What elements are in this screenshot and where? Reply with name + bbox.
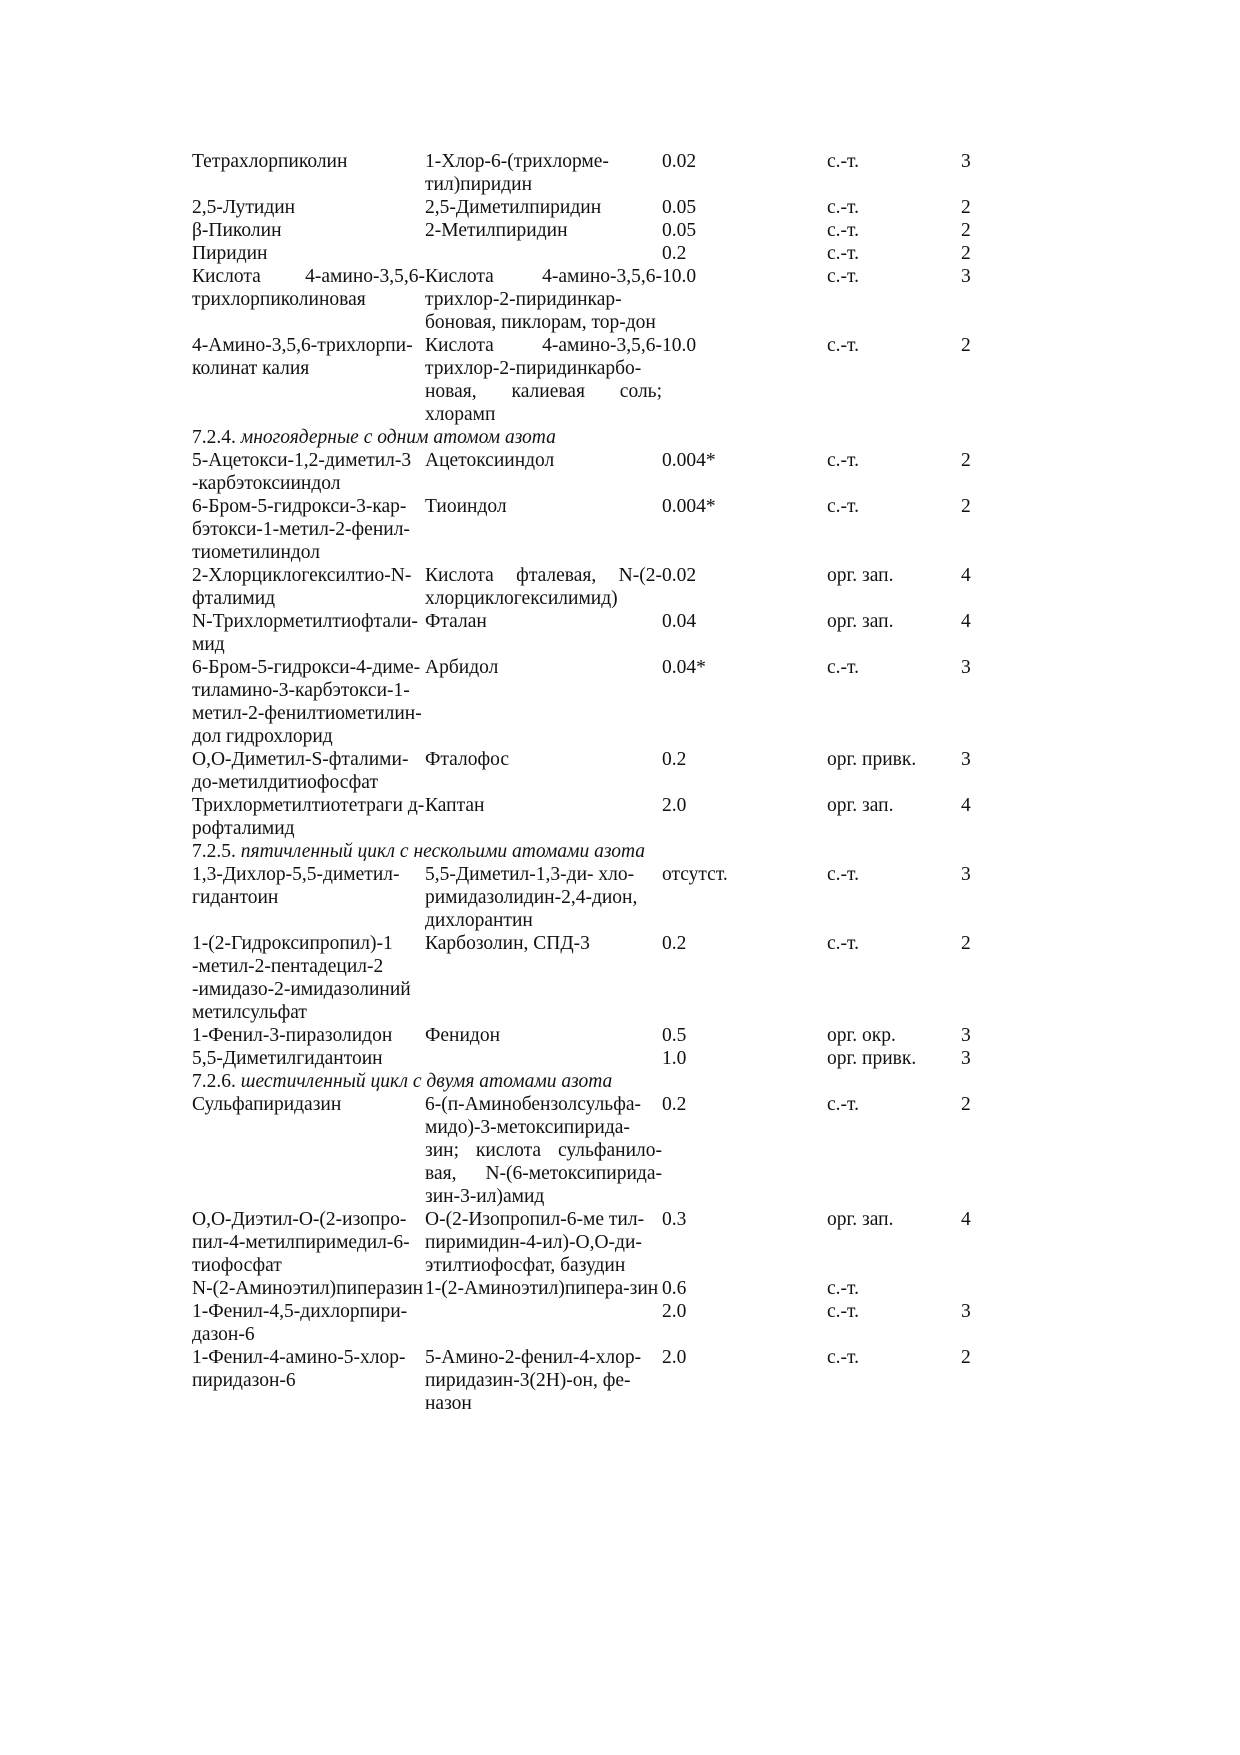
substance-name-cell: 1,3-Дихлор-5,5-диметил-гидантоин bbox=[192, 864, 400, 908]
synonym-cell bbox=[425, 242, 662, 265]
table-row bbox=[192, 863, 982, 932]
hazard-class-cell: 2 bbox=[961, 496, 971, 517]
limit-value-cell: 0.04 bbox=[662, 611, 697, 632]
hazard-class-cell: 4 bbox=[961, 1209, 971, 1230]
synonym-cell bbox=[425, 1300, 662, 1346]
hazard-sign-cell: с.-т. bbox=[827, 496, 859, 517]
limit-value-cell: 0.2 bbox=[662, 1094, 687, 1115]
limit-value-cell: 0.5 bbox=[662, 1025, 687, 1046]
hazard-sign-cell: орг. зап. bbox=[827, 1209, 894, 1230]
table-row bbox=[192, 265, 982, 334]
limit-value-cell: 0.6 bbox=[662, 1278, 687, 1299]
synonym-cell: Карбозолин, СПД-3 bbox=[425, 933, 590, 954]
section-heading-row bbox=[192, 1070, 982, 1093]
hazard-sign-cell: орг. зап. bbox=[827, 611, 894, 632]
hazard-class-cell: 2 bbox=[961, 1094, 971, 1115]
hazard-class-cell: 3 bbox=[961, 1025, 971, 1046]
hazard-class-cell: 2 bbox=[961, 243, 971, 264]
hazard-class-cell: 2 bbox=[961, 450, 971, 471]
synonym-cell: Фталан bbox=[425, 611, 487, 632]
table-row bbox=[192, 196, 982, 219]
hazard-sign-cell: с.-т. bbox=[827, 197, 859, 218]
table-row bbox=[192, 150, 982, 196]
limit-value-cell: 0.02 bbox=[662, 565, 697, 586]
limit-value-cell: 0.004* bbox=[662, 496, 716, 517]
substance-name-cell: 6-Бром-5-гидрокси-4-диме-тиламино-3-карбэтокси-1-метил-2-фенилтиометилин-дол гидрохлорид bbox=[192, 657, 422, 747]
hazard-sign-cell: с.-т. bbox=[827, 243, 859, 264]
synonym-cell: 2,5-Диметилпиридин bbox=[425, 197, 602, 218]
hazard-class-cell: 4 bbox=[961, 611, 971, 632]
hazard-sign-cell: с.-т. bbox=[827, 1301, 859, 1322]
section-heading bbox=[192, 840, 982, 863]
hazard-class-cell: 3 bbox=[961, 266, 971, 287]
limit-value-cell: 0.04* bbox=[662, 657, 706, 678]
hazard-sign-cell: с.-т. bbox=[827, 335, 859, 356]
hazard-sign-cell: орг. привк. bbox=[827, 1048, 917, 1069]
hazard-sign-cell: с.-т. bbox=[827, 1347, 859, 1368]
hazard-sign-cell: с.-т. bbox=[827, 1094, 859, 1115]
table-row bbox=[192, 334, 982, 426]
table-row bbox=[192, 1024, 982, 1047]
limit-value-cell: 0.3 bbox=[662, 1209, 687, 1230]
section-heading-row bbox=[192, 426, 982, 449]
limit-value-cell: 10.0 bbox=[662, 266, 697, 287]
synonym-cell: 1-Хлор-6-(трихлорме-тил)пиридин bbox=[425, 151, 609, 195]
substance-name-cell: Пиридин bbox=[192, 243, 268, 264]
section-heading bbox=[192, 1070, 982, 1093]
substance-name-cell: 2-Хлорциклогексилтио-N-фталимид bbox=[192, 565, 412, 609]
hazard-sign-cell: орг. зап. bbox=[827, 565, 894, 586]
section-number: 7.2.5. bbox=[192, 841, 236, 862]
hazard-class-cell: 4 bbox=[961, 795, 971, 816]
table-row bbox=[192, 495, 982, 564]
hazard-class-cell: 2 bbox=[961, 1347, 971, 1368]
substance-name-cell: Тетрахлорпиколин bbox=[192, 151, 348, 172]
substance-name-cell: 5-Ацетокси-1,2-диметил-3 -карбэтоксииндол bbox=[192, 450, 412, 494]
section-heading bbox=[192, 426, 982, 449]
substance-name-cell: 6-Бром-5-гидрокси-3-кар-бэтокси-1-метил-2-фенил-тиометилиндол bbox=[192, 496, 410, 563]
hazard-class-cell: 3 bbox=[961, 749, 971, 770]
hazard-sign-cell: с.-т. bbox=[827, 266, 859, 287]
substance-name-cell: β-Пиколин bbox=[192, 220, 282, 241]
hazard-class-cell: 3 bbox=[961, 1301, 971, 1322]
substance-name-cell: Трихлорметилтиотетраги д-рофталимид bbox=[192, 795, 425, 839]
hazard-class-cell: 2 bbox=[961, 335, 971, 356]
synonym-cell: 6-(п-Аминобензолсульфа-мидо)-3-метоксипирида-зин; кислота сульфанило-вая, N-(6-метоксипирида-зин-3-ил)амид bbox=[425, 1094, 662, 1207]
table-row bbox=[192, 748, 982, 794]
limit-value-cell: 0.2 bbox=[662, 933, 687, 954]
synonym-cell: Фенидон bbox=[425, 1025, 501, 1046]
synonym-cell: 1-(2-Аминоэтил)пипера-зин bbox=[425, 1278, 659, 1299]
substance-name-cell: 4-Амино-3,5,6-трихлорпи-колинат калия bbox=[192, 335, 413, 379]
substance-name-cell: Сульфапиридазин bbox=[192, 1094, 342, 1115]
substance-name-cell: О,О-Диэтил-О-(2-изопро-пил-4-метилпиримедил-6-тиофосфат bbox=[192, 1209, 410, 1276]
substance-name-cell: 1-Фенил-3-пиразолидон bbox=[192, 1025, 393, 1046]
synonym-cell: Кислота 4-амино-3,5,6-трихлор-2-пиридинкар-боновая, пиклорам, тор-дон bbox=[425, 266, 662, 333]
table-row bbox=[192, 1277, 982, 1300]
synonym-cell: Кислота 4-амино-3,5,6-трихлор-2-пиридинкарбо-новая, калиевая соль; хлорамп bbox=[425, 335, 662, 425]
synonym-cell: 2-Метилпиридин bbox=[425, 220, 568, 241]
synonym-cell: Арбидол bbox=[425, 657, 499, 678]
limit-value-cell: 10.0 bbox=[662, 335, 697, 356]
hazard-sign-cell: с.-т. bbox=[827, 220, 859, 241]
hazard-class-cell: 2 bbox=[961, 933, 971, 954]
limit-value-cell: 0.004* bbox=[662, 450, 716, 471]
table-row bbox=[192, 1208, 982, 1277]
synonym-cell: Кислота фталевая, N-(2-хлорциклогексилимид) bbox=[425, 565, 662, 609]
substance-name-cell: 5,5-Диметилгидантоин bbox=[192, 1048, 383, 1069]
substance-name-cell: О,О-Диметил-S-фталими-до-метилдитиофосфат bbox=[192, 749, 409, 793]
table-row bbox=[192, 242, 982, 265]
limit-value-cell: 1.0 bbox=[662, 1048, 687, 1069]
document-page bbox=[192, 150, 982, 1415]
table-row bbox=[192, 610, 982, 656]
hazard-sign-cell: с.-т. bbox=[827, 1278, 859, 1299]
synonym-cell: О-(2-Изопропил-6-ме тил-пиримидин-4-ил)-О,О-ди-этилтиофосфат, базудин bbox=[425, 1209, 645, 1276]
substance-name-cell: Кислота 4-амино-3,5,6-трихлорпиколиновая bbox=[192, 266, 425, 310]
synonym-cell: Каптан bbox=[425, 795, 485, 816]
hazard-class-cell: 2 bbox=[961, 197, 971, 218]
hazard-sign-cell: с.-т. bbox=[827, 151, 859, 172]
section-number: 7.2.6. bbox=[192, 1071, 236, 1092]
limit-value-cell: отсутст. bbox=[662, 864, 728, 885]
table-row bbox=[192, 1047, 982, 1070]
hazard-sign-cell: с.-т. bbox=[827, 450, 859, 471]
limit-value-cell: 0.05 bbox=[662, 220, 697, 241]
hazard-sign-cell: орг. окр. bbox=[827, 1025, 896, 1046]
hazard-class-cell bbox=[961, 1277, 982, 1300]
table-row bbox=[192, 219, 982, 242]
hazard-class-cell: 3 bbox=[961, 864, 971, 885]
substance-table-body bbox=[192, 150, 982, 1415]
table-row bbox=[192, 1300, 982, 1346]
section-number: 7.2.4. bbox=[192, 427, 236, 448]
hazard-class-cell: 3 bbox=[961, 657, 971, 678]
table-row bbox=[192, 449, 982, 495]
substance-name-cell: N-Трихлорметилтиофтали-мид bbox=[192, 611, 418, 655]
substance-name-cell: N-(2-Аминоэтил)пиперазин bbox=[192, 1278, 424, 1299]
synonym-cell: Тиоиндол bbox=[425, 496, 507, 517]
hazard-sign-cell: с.-т. bbox=[827, 933, 859, 954]
synonym-cell: Ацетоксииндол bbox=[425, 450, 555, 471]
limit-value-cell: 2.0 bbox=[662, 1301, 687, 1322]
table-row bbox=[192, 656, 982, 748]
limit-value-cell: 0.02 bbox=[662, 151, 697, 172]
section-heading-row bbox=[192, 840, 982, 863]
substance-name-cell: 1-Фенил-4,5-дихлорпири-дазон-6 bbox=[192, 1301, 408, 1345]
synonym-cell bbox=[425, 1047, 662, 1070]
hazard-sign-cell: орг. зап. bbox=[827, 795, 894, 816]
hazard-class-cell: 3 bbox=[961, 1048, 971, 1069]
substance-table bbox=[192, 150, 982, 1415]
synonym-cell: 5-Амино-2-фенил-4-хлор-пиридазин-3(2Н)-он, фе-назон bbox=[425, 1347, 642, 1414]
limit-value-cell: 0.2 bbox=[662, 749, 687, 770]
table-row bbox=[192, 932, 982, 1024]
limit-value-cell: 0.2 bbox=[662, 243, 687, 264]
synonym-cell: 5,5-Диметил-1,3-ди- хло-римидазолидин-2,4-дион, дихлорантин bbox=[425, 864, 638, 931]
table-row bbox=[192, 564, 982, 610]
substance-name-cell: 2,5-Лутидин bbox=[192, 197, 296, 218]
section-title: шестичленный цикл с двумя атомами азота bbox=[240, 1071, 613, 1092]
substance-name-cell: 1-Фенил-4-амино-5-хлор-пиридазон-6 bbox=[192, 1347, 406, 1391]
hazard-sign-cell: с.-т. bbox=[827, 657, 859, 678]
hazard-sign-cell: с.-т. bbox=[827, 864, 859, 885]
section-title: многоядерные с одним атомом азота bbox=[240, 427, 556, 448]
substance-name-cell: 1-(2-Гидроксипропил)-1 -метил-2-пентадецил-2 -имидазо-2-имидазолиний метилсульфат bbox=[192, 933, 411, 1023]
limit-value-cell: 2.0 bbox=[662, 1347, 687, 1368]
table-row bbox=[192, 1093, 982, 1208]
section-title: пятичленный цикл с нескольими атомами азота bbox=[240, 841, 646, 862]
hazard-class-cell: 2 bbox=[961, 220, 971, 241]
synonym-cell: Фталофос bbox=[425, 749, 509, 770]
table-row bbox=[192, 1346, 982, 1415]
hazard-class-cell: 4 bbox=[961, 565, 971, 586]
hazard-sign-cell: орг. привк. bbox=[827, 749, 917, 770]
hazard-class-cell: 3 bbox=[961, 151, 971, 172]
limit-value-cell: 0.05 bbox=[662, 197, 697, 218]
limit-value-cell: 2.0 bbox=[662, 795, 687, 816]
table-row bbox=[192, 794, 982, 840]
